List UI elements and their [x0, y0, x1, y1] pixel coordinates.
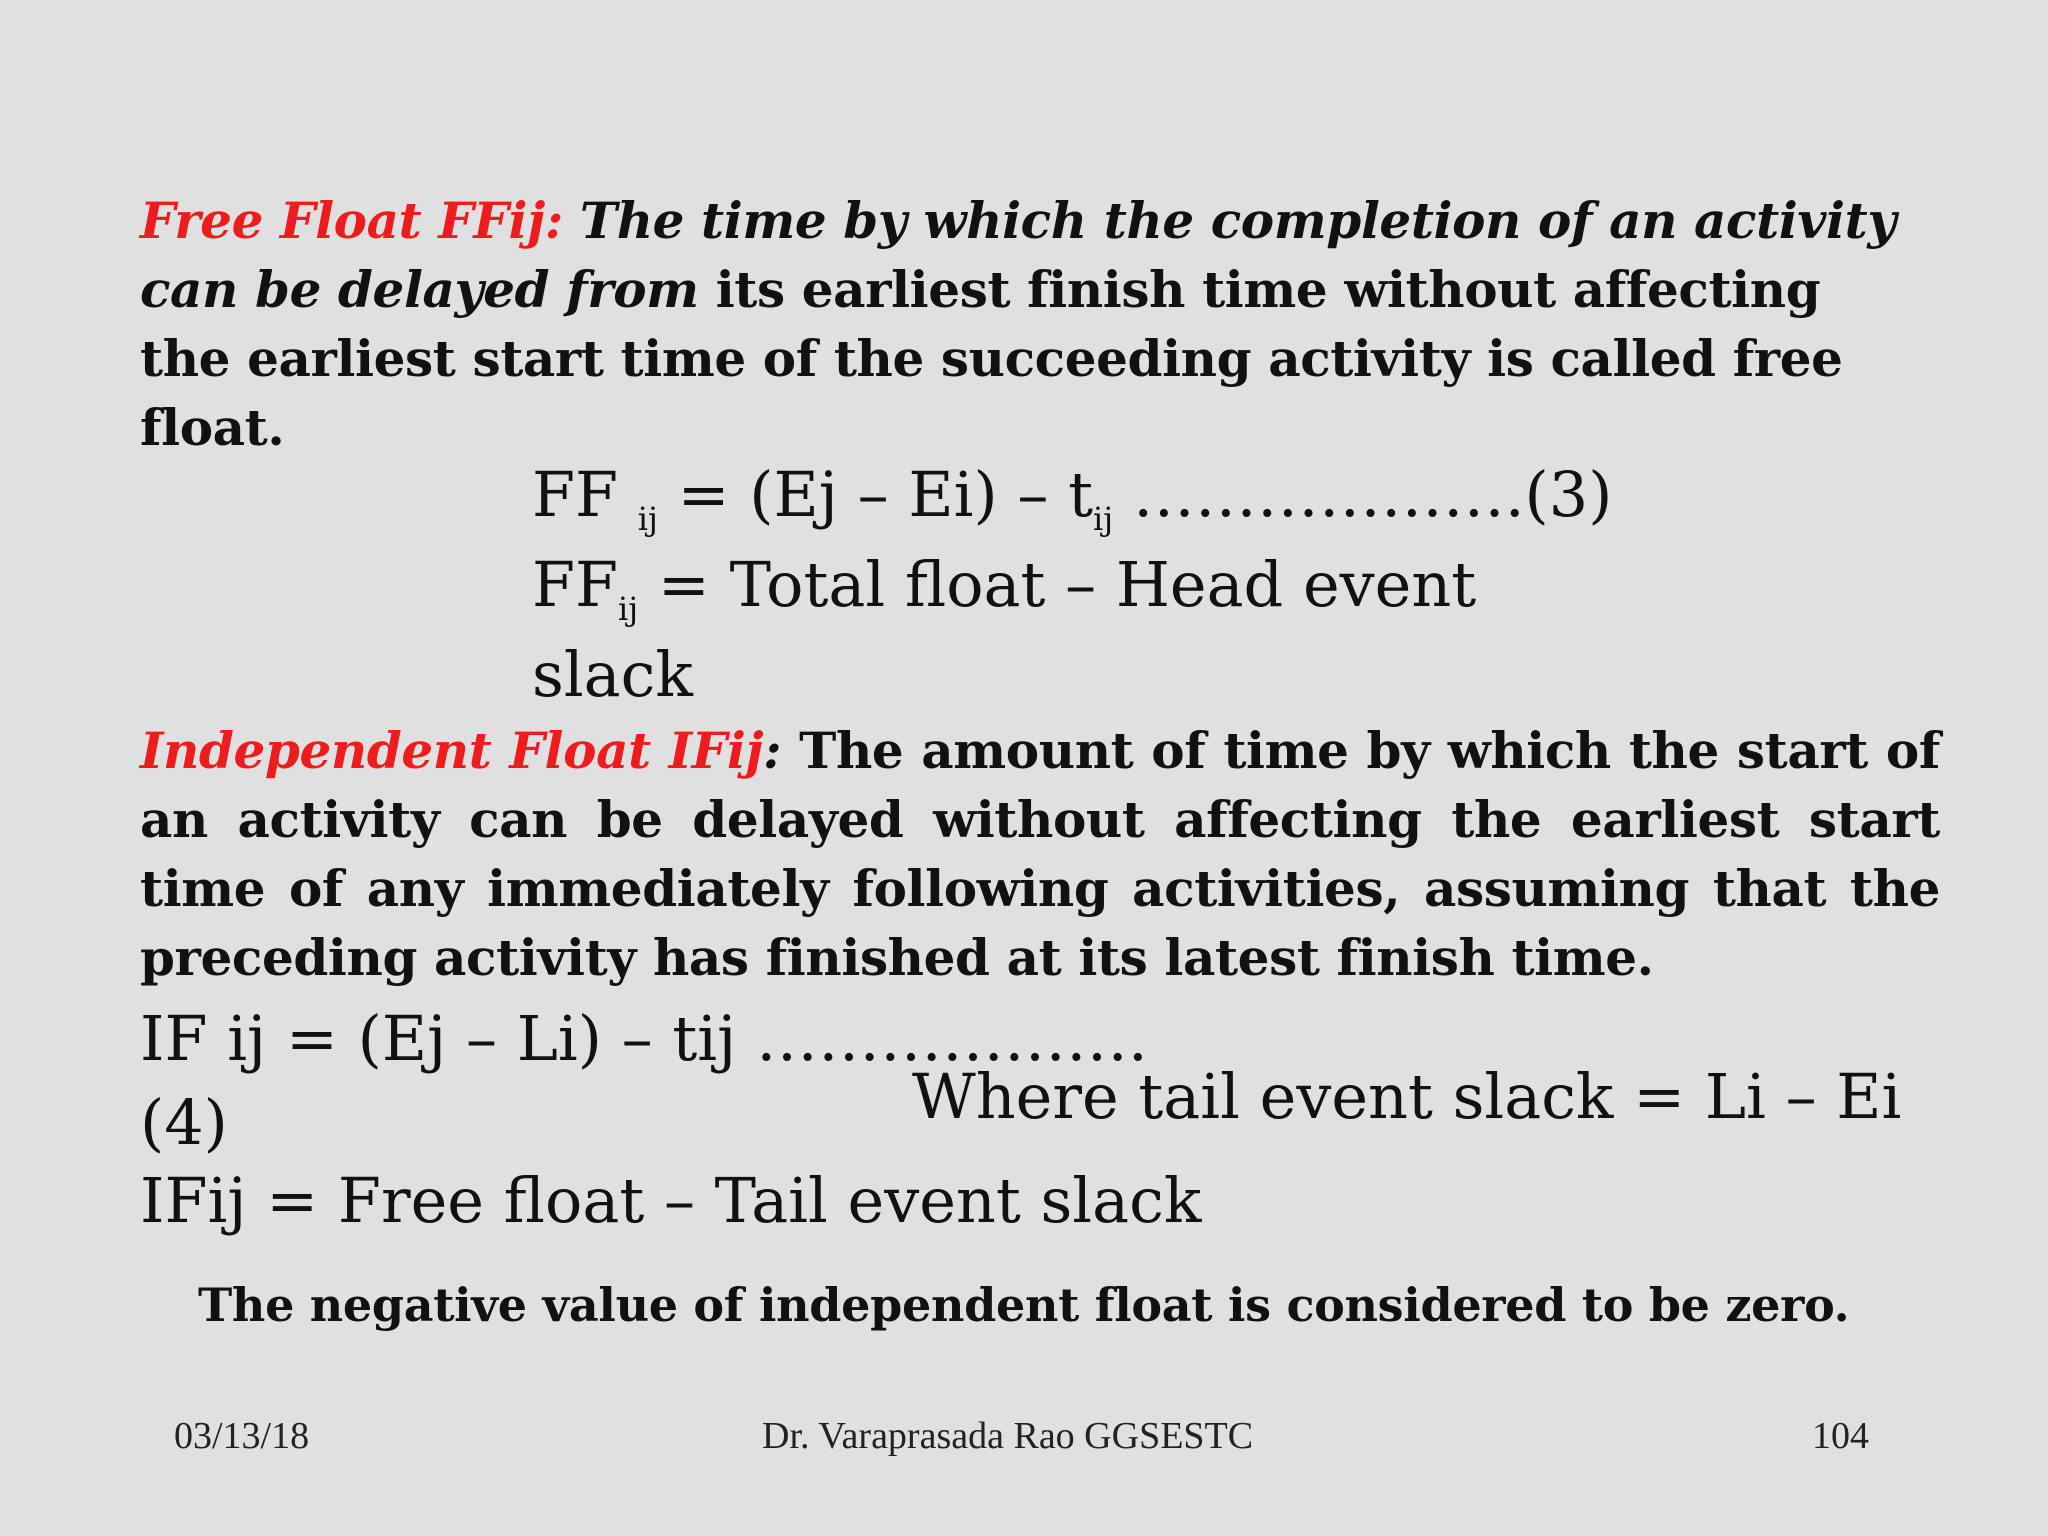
- ff-formula-1: [532, 450, 1612, 540]
- footer-page-number: 104: [1812, 1415, 1869, 1457]
- negative-value-note: The negative value of independent float is considered to be zero.: [198, 1278, 1850, 1332]
- footer-date: 03/13/18: [174, 1415, 310, 1457]
- ff-formula-1-lhs-sub: ij: [637, 500, 658, 538]
- if-formula-2: [140, 1156, 1201, 1246]
- ff-formula-2-lhs-sub: ij: [618, 590, 639, 628]
- if-formula-number: [140, 1078, 228, 1168]
- footer-author: Dr. Varaprasada Rao GGSESTC: [762, 1415, 1254, 1457]
- ff-formula-1-tail: ……………….(3): [1113, 458, 1613, 531]
- independent-float-colon: :: [763, 721, 782, 780]
- ff-formula-1-t-sub: ij: [1092, 500, 1114, 538]
- if-formula-2-text: IFij = Free float – Tail event slack: [140, 1164, 1202, 1237]
- ff-formula-1-lhs: FF: [532, 458, 619, 531]
- if-formula-number-text: (4): [140, 1086, 228, 1159]
- ff-formula-3: [532, 630, 693, 720]
- ff-formula-2: [532, 540, 1476, 630]
- independent-float-term: Independent Float IFij: [140, 721, 764, 780]
- where-note-text: Where tail event slack = Li – Ei: [912, 1060, 1902, 1133]
- free-float-text: its earliest finish time without affecting the earliest start time of the succeeding activity is called free float.: [140, 260, 1843, 457]
- free-float-term: Free Float FFij:: [140, 191, 563, 250]
- free-float-definition: [140, 186, 1920, 462]
- ff-formula-3-text: slack: [532, 638, 693, 711]
- independent-float-text: The amount of time by which the start of an activity can be delayed without affecting the earliest start time of any immediately following activities, assuming that the preceding activity has finished at its latest finish time.: [140, 721, 1940, 987]
- ff-formula-1-mid: = (Ej – Ei) – t: [657, 458, 1093, 531]
- independent-float-definition: [140, 716, 1940, 992]
- free-float-italic-text: The time by which the completion of an activity can be delayed from: [140, 191, 1896, 319]
- ff-formula-2-rhs: = Total float – Head event: [657, 548, 1477, 621]
- ff-formula-2-lhs: FF: [532, 548, 619, 621]
- where-note: [912, 1052, 1901, 1142]
- if-formula-1-text: IF ij = (Ej – Li) – tij ……………….: [140, 1002, 1148, 1075]
